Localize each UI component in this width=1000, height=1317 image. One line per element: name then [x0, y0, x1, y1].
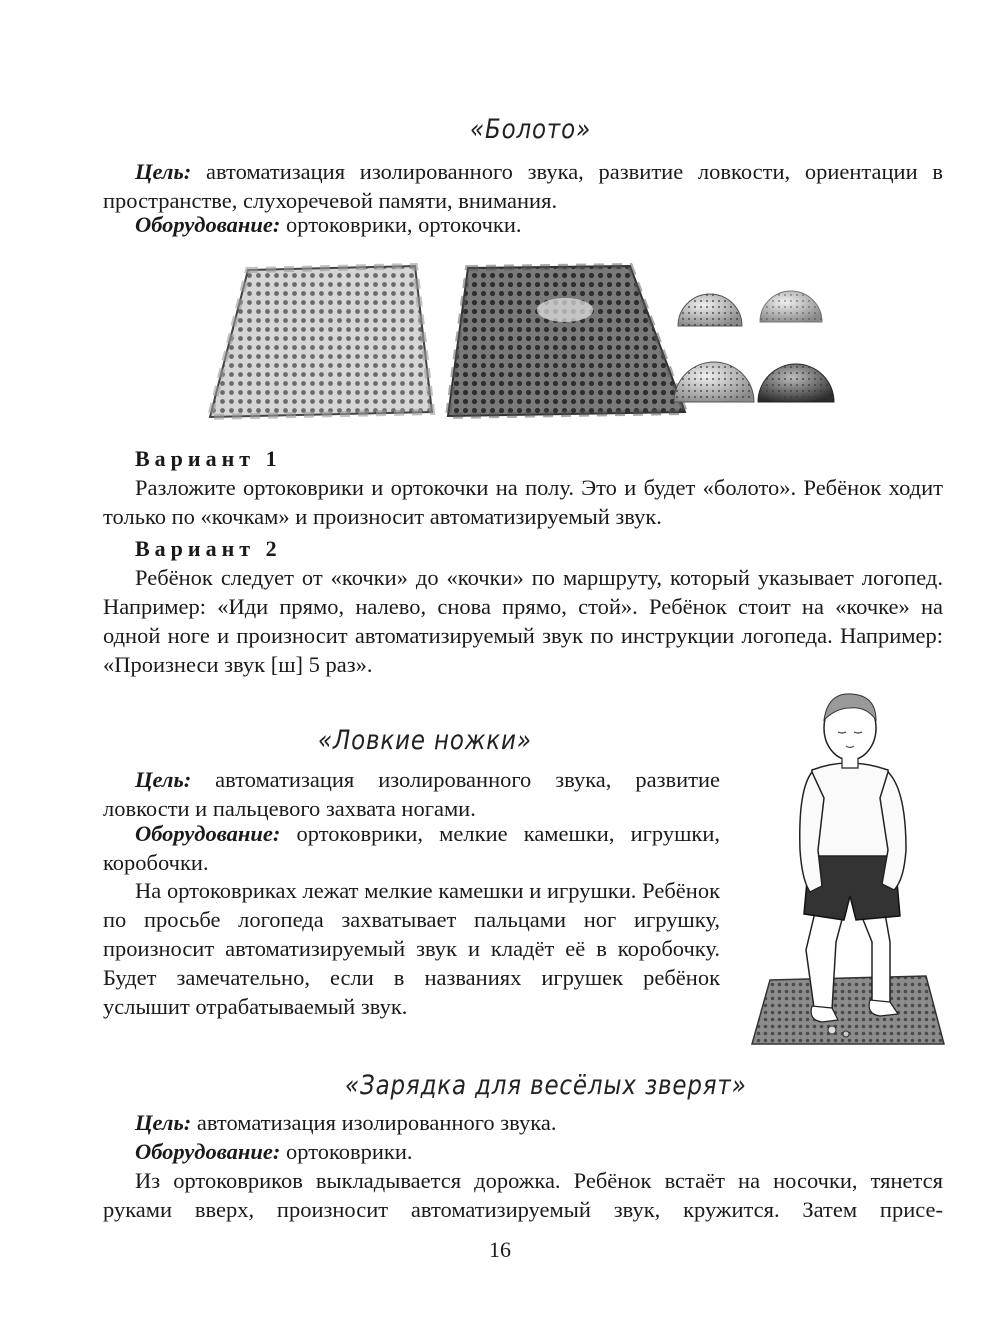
goal-label: Цель:	[135, 767, 192, 792]
equipment-label: Оборудование:	[135, 821, 281, 846]
section-2-body: На ортоковриках лежат мелкие камешки и игрушки. Ребёнок по просьбе логопеда захватывает пальцами ног игрушку, произносит автоматизируемый звук и кладёт её в коробочку. Будет замечательно, если в названиях игрушек ребёнок услышит отрабатываемый звук.	[103, 878, 720, 1019]
variant-2-heading: Вариант 2	[135, 536, 282, 561]
massage-balls-image	[674, 291, 834, 402]
variant-1-heading: Вариант 1	[135, 446, 282, 471]
goal-paragraph	[103, 1108, 943, 1137]
equipment-label: Оборудование:	[135, 212, 281, 237]
dark-mat-image	[448, 266, 685, 416]
equipment-paragraph	[103, 819, 720, 877]
goal-label: Цель:	[135, 1110, 192, 1135]
section-title-boloto: «Болото»	[470, 114, 592, 145]
page-number: 16	[489, 1237, 511, 1262]
goal-paragraph	[103, 765, 720, 823]
equipment-label: Оборудование:	[135, 1139, 281, 1164]
boy-on-mat-illustration	[748, 680, 948, 1048]
equipment-text: ортоковрики, ортокочки.	[280, 212, 522, 237]
equipment-text: ортоковрики, мелкие камешки, игрушки, коробочки.	[103, 821, 720, 875]
variant-1-text: Разложите ортоковрики и ортокочки на полу. Это и будет «болото». Ребёнок ходит только по «кочкам» и произносит автоматизируемый звук.	[103, 475, 943, 529]
section-title-zaryadka: «Зарядка для весёлых зверят»	[345, 1070, 747, 1101]
variant-2-text: Ребёнок следует от «кочки» до «кочки» по маршруту, который указывает логопед. Например: «Иди прямо, налево, снова прямо, стой». Ребёнок стоит на «кочке» на одной ноге и произносит автоматизируемый звук по инструкции логопеда. Например: «Произнеси звук [ш] 5 раз».	[103, 565, 943, 677]
section-3-body: Из ортоковриков выкладывается дорожка. Ребёнок встаёт на носочки, тянется руками вверх, произносит автоматизируемый звук, кружится. Затем присе-	[103, 1168, 943, 1222]
section-title-lovkie-nozhki: «Ловкие ножки»	[318, 725, 532, 756]
goal-text: автоматизация изолированного звука.	[191, 1110, 557, 1135]
light-mat-image	[210, 266, 432, 417]
goal-text: автоматизация изолированного звука, развитие ловкости и пальцевого захвата ногами.	[103, 767, 720, 821]
equipment-paragraph	[103, 210, 943, 239]
goal-label: Цель:	[135, 159, 192, 184]
equipment-text: ортоковрики.	[280, 1139, 413, 1164]
goal-text: автоматизация изолированного звука, развитие ловкости, ориентации в пространстве, слухоречевой памяти, внимания.	[103, 159, 943, 213]
goal-paragraph	[103, 157, 943, 215]
mats-and-balls-illustration	[200, 262, 840, 422]
equipment-paragraph	[103, 1137, 943, 1166]
